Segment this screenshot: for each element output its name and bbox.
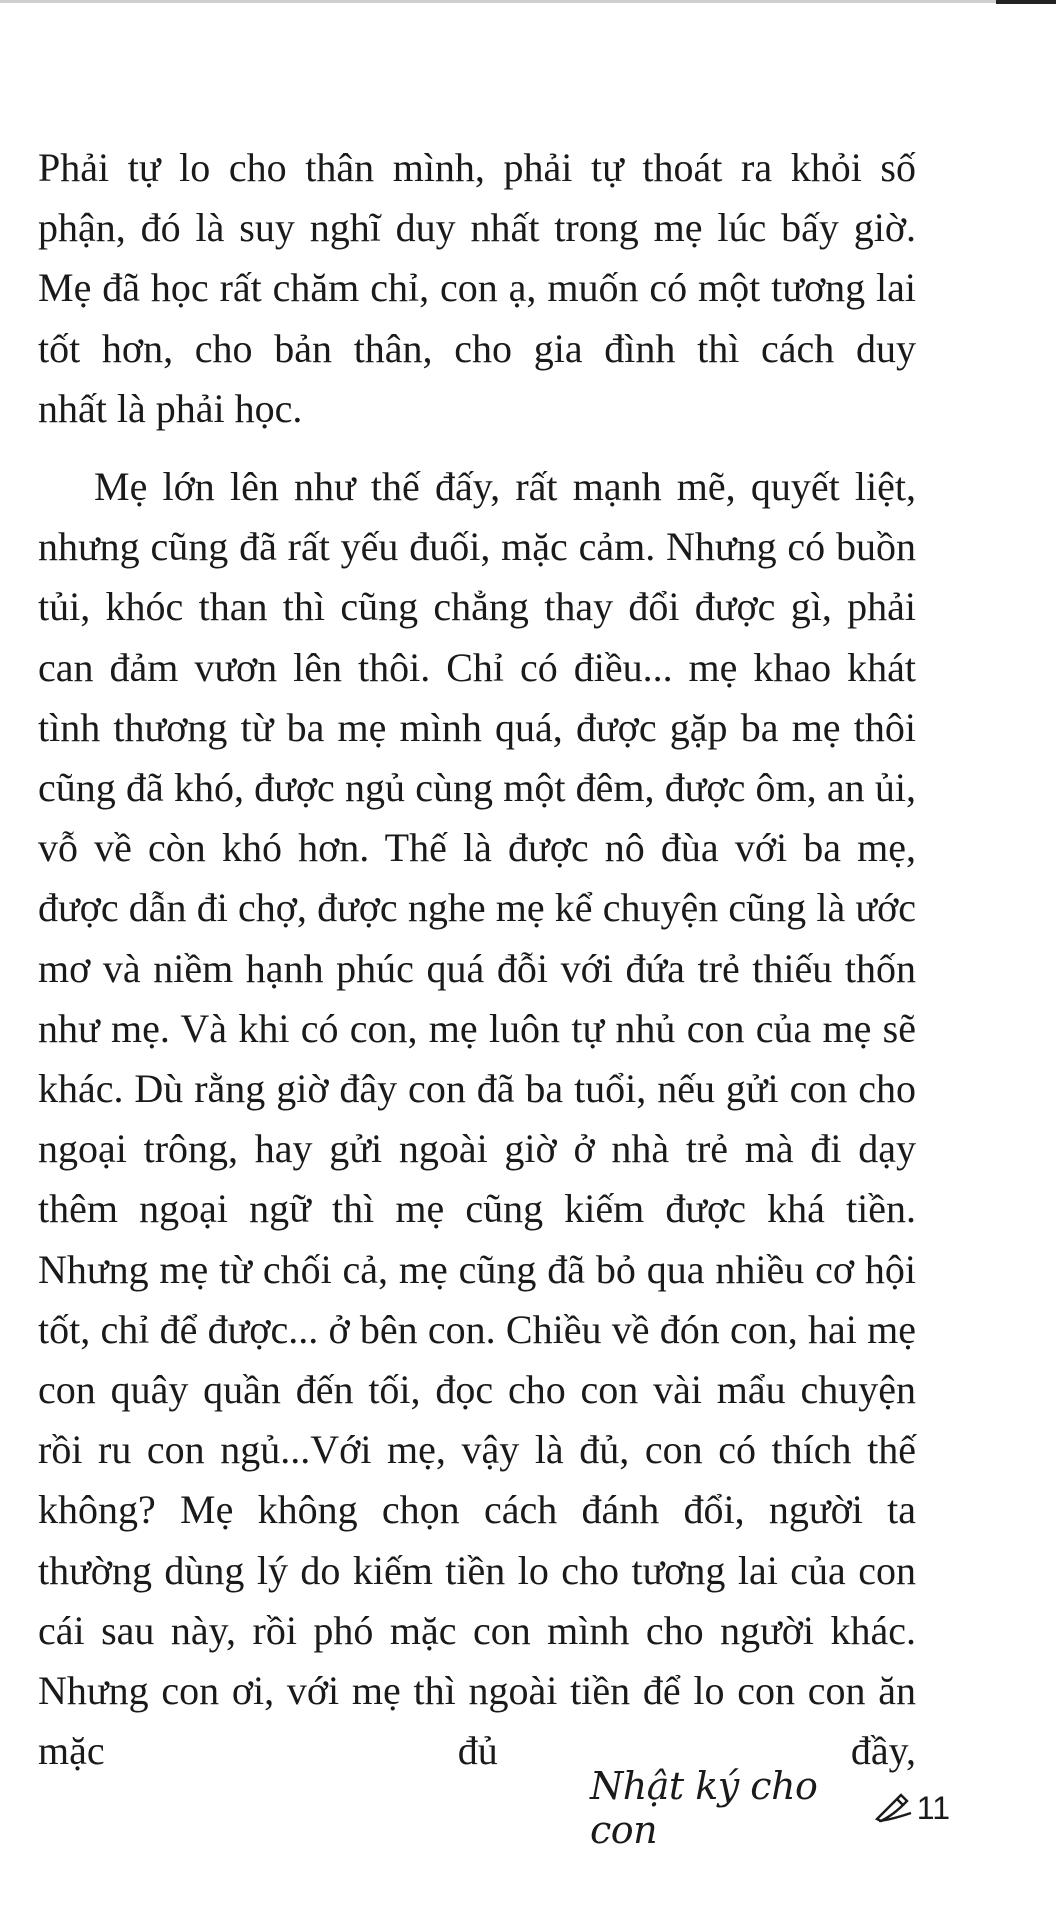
pen-writing-icon — [875, 1793, 913, 1823]
page-top-edge — [0, 0, 1056, 3]
paragraph-1 — [38, 138, 916, 439]
paragraph-1-text: Phải tự lo cho thân mình, phải tự thoát ra khỏi số phận, đó là suy nghĩ duy nhất trong mẹ lúc bấy giờ. Mẹ đã học rất chăm chỉ, con ạ, muốn có một tương lai tốt hơn, cho bản thân, cho gia đình thì cách duy — [38, 145, 916, 371]
page-body — [38, 138, 916, 1781]
paragraph-1-last-line: nhất là phải học. — [38, 385, 303, 431]
page-footer — [590, 1764, 950, 1852]
page-number: 11 — [916, 1789, 950, 1826]
paragraph-2: Mẹ lớn lên như thế đấy, rất mạnh mẽ, quyết liệt, nhưng cũng đã rất yếu đuối, mặc cảm. Nhưng có buồn tủi, khóc than thì cũng chẳng thay đổi được gì, phải can đảm vươn lên thôi. Chỉ có điều... mẹ khao khát tình thương từ ba mẹ mình quá, được gặp ba mẹ thôi cũng đã khó, được ngủ cùng một đêm, được ôm, an ủi, vỗ về còn khó hơn. Thế là được nô đùa với ba mẹ, được dẫn đi chợ, được nghe mẹ kể chuyện cũng là ước mơ và niềm hạnh phúc quá đỗi với đứa trẻ thiếu thốn như mẹ. Và khi có con, mẹ luôn tự nhủ con của mẹ sẽ khác. Dù rằng giờ đây con đã ba tuổi, nếu gửi con cho ngoại trông, hay gửi ngoài giờ ở nhà trẻ mà đi dạy thêm ngoại ngữ thì mẹ cũng kiếm được khá tiền. Nhưng mẹ từ chối cả, mẹ cũng đã bỏ qua nhiều cơ hội tốt, chỉ để được... ở bên con. Chiều về đón con, hai mẹ con quây quần đến tối, đọc cho con vài mẩu chuyện rồi ru con ngủ...Với mẹ, vậy là đủ, con có thích thế không? Mẹ không chọn cách đánh đổi, người ta thường dùng lý do kiếm tiền lo cho tương lai của con cái sau này, rồi phó mặc con mình cho người khác. Nhưng con ơi, với mẹ thì ngoài tiền để lo con con ăn mặc đủ đầy, — [38, 464, 916, 1774]
running-footer-title: Nhật ký cho con — [590, 1764, 818, 1852]
page-corner-mark — [996, 0, 1056, 4]
